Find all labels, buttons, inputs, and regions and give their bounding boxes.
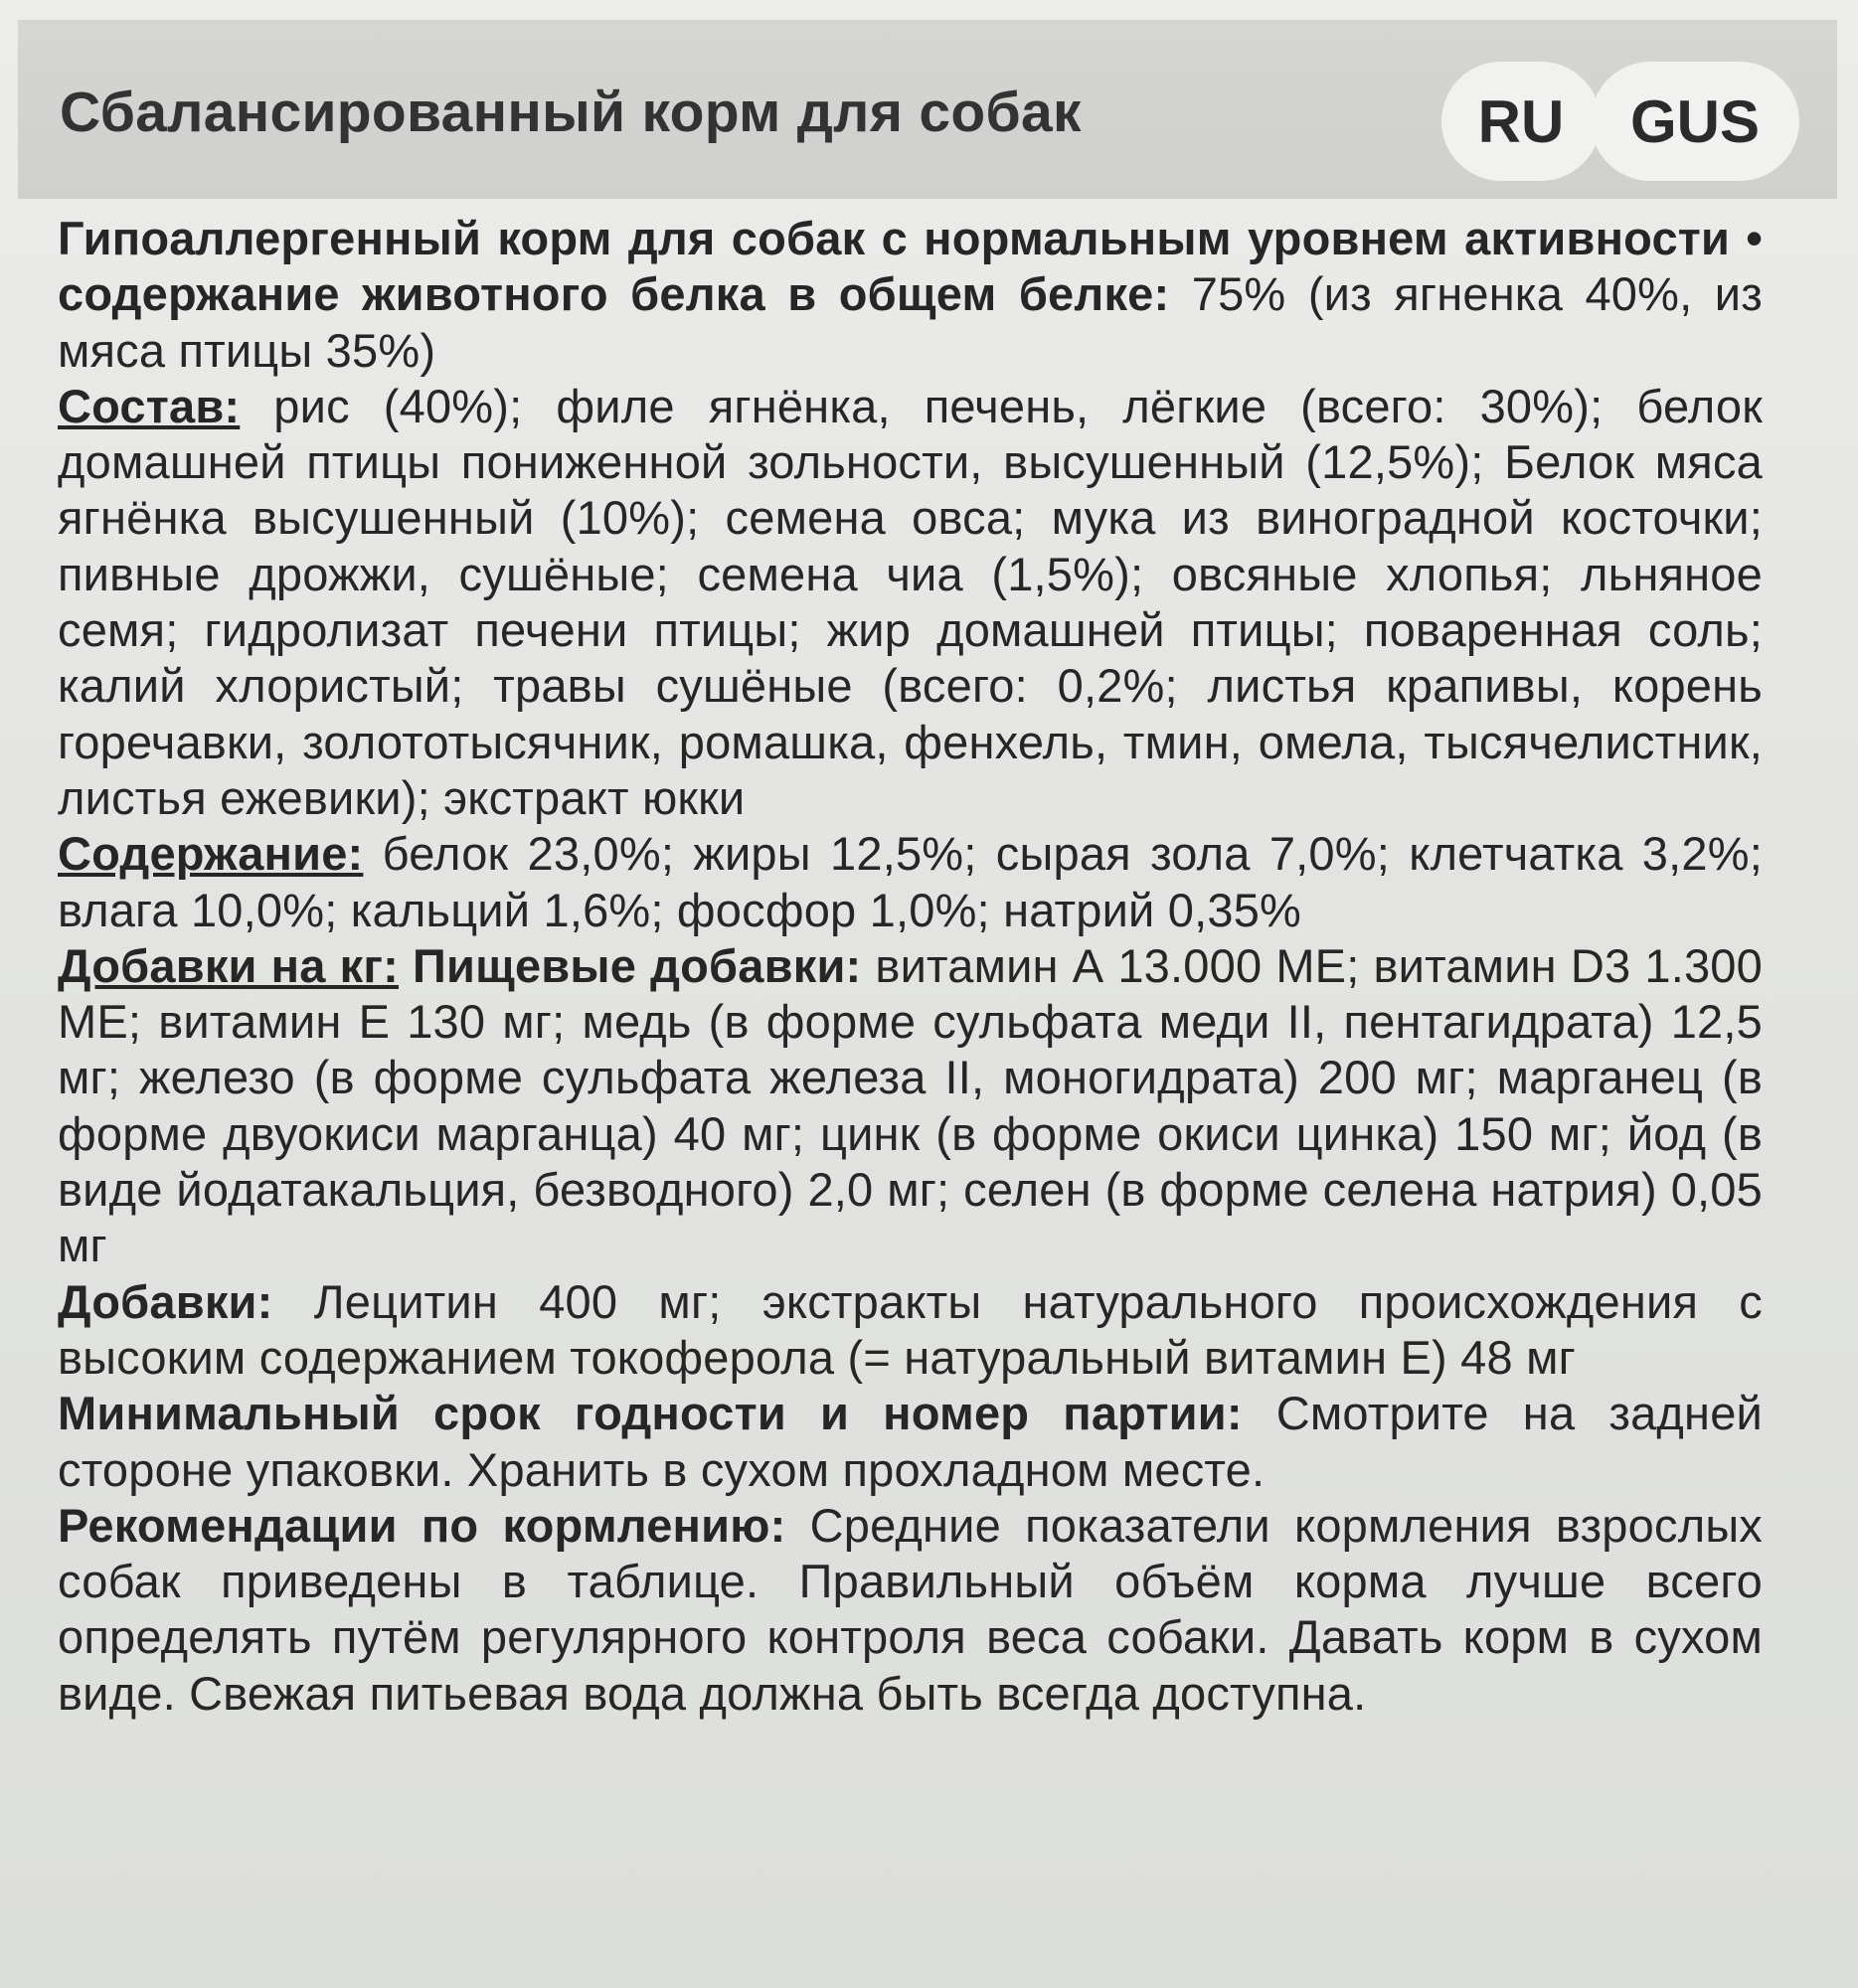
additives-per-kg-paragraph bbox=[58, 938, 1763, 1274]
intro-text: 75% (из ягненка 40%, из мяса птицы 35%) bbox=[58, 267, 1763, 377]
food-additives-label: Пищевые добавки: bbox=[399, 938, 862, 992]
additives-per-kg-text: витамин А 13.000 МЕ; витамин D3 1.300 МЕ; витамин Е 130 мг; медь (в форме сульфата меди II, пентагидрата) 12,5 мг; железо (в форме сульфата железа II, моногидрата) 200 мг; марганец (в форме двуокиси марганца) 40 мг; цинк (в форме окиси цинка) 150 мг; йод (в виде йодатакальция, безводного) 2,0 мг; селен (в форме селена натрия) 0,05 мг bbox=[58, 938, 1763, 1272]
intro-heading: Гипоаллергенный корм для собак с нормальным уровнем активности • содержание животного белка в общем белке: bbox=[58, 212, 1763, 321]
badge-ru: RU bbox=[1441, 62, 1601, 181]
composition-label: Состав: bbox=[58, 379, 241, 432]
additives-per-kg-label: Добавки на кг: bbox=[58, 938, 399, 992]
badge-gus: GUS bbox=[1591, 62, 1799, 181]
additives-label: Добавки: bbox=[58, 1274, 273, 1328]
additives-paragraph bbox=[58, 1274, 1763, 1387]
content-paragraph bbox=[58, 826, 1763, 938]
composition-paragraph bbox=[58, 379, 1763, 826]
intro-paragraph bbox=[58, 211, 1763, 379]
composition-text: рис (40%); филе ягнёнка, печень, лёгкие (всего: 30%); белок домашней птицы пониженной зольности, высушенный (12,5%); Белок мяса ягнёнка высушенный (10%); семена овса; мука из виноградной косточки; пивные дрожжи, сушёные; семена чиа (1,5%); овсяные хлопья; льняное семя; гидролизат печени птицы; жир домашней птицы; поваренная соль; калий хлористый; травы сушёные (всего: 0,2%; листья крапивы, корень горечавки, золототысячник, ромашка, фенхель, тмин, омела, тысячелистник, листья ежевики); экстракт юкки bbox=[58, 379, 1763, 824]
feeding-text: Средние показатели кормления взрослых собак приведены в таблице. Правильный объём корма лучше всего определять путём регулярного контроля веса собаки. Давать корм в сухом виде. Свежая питьевая вода должна быть всегда доступна. bbox=[58, 1498, 1763, 1720]
additives-text: Лецитин 400 мг; экстракты натурального происхождения с высоким содержанием токоферола (= натуральный витамин Е) 48 мг bbox=[58, 1274, 1763, 1384]
shelf-life-label: Минимальный срок годности и номер партии: bbox=[58, 1387, 1243, 1440]
label-title: Сбалансированный корм для собак bbox=[60, 81, 1082, 144]
shelf-life-text: Смотрите на задней стороне упаковки. Хранить в сухом прохладном месте. bbox=[58, 1387, 1763, 1496]
feeding-paragraph bbox=[58, 1498, 1763, 1722]
content-text: белок 23,0%; жиры 12,5%; сырая зола 7,0%; клетчатка 3,2%; влага 10,0%; кальций 1,6%; фосфор 1,0%; натрий 0,35% bbox=[58, 827, 1763, 936]
feeding-label: Рекомендации по кормлению: bbox=[58, 1498, 786, 1552]
shelf-life-paragraph bbox=[58, 1386, 1763, 1498]
label-body bbox=[58, 211, 1763, 1722]
content-label: Содержание: bbox=[58, 827, 364, 881]
